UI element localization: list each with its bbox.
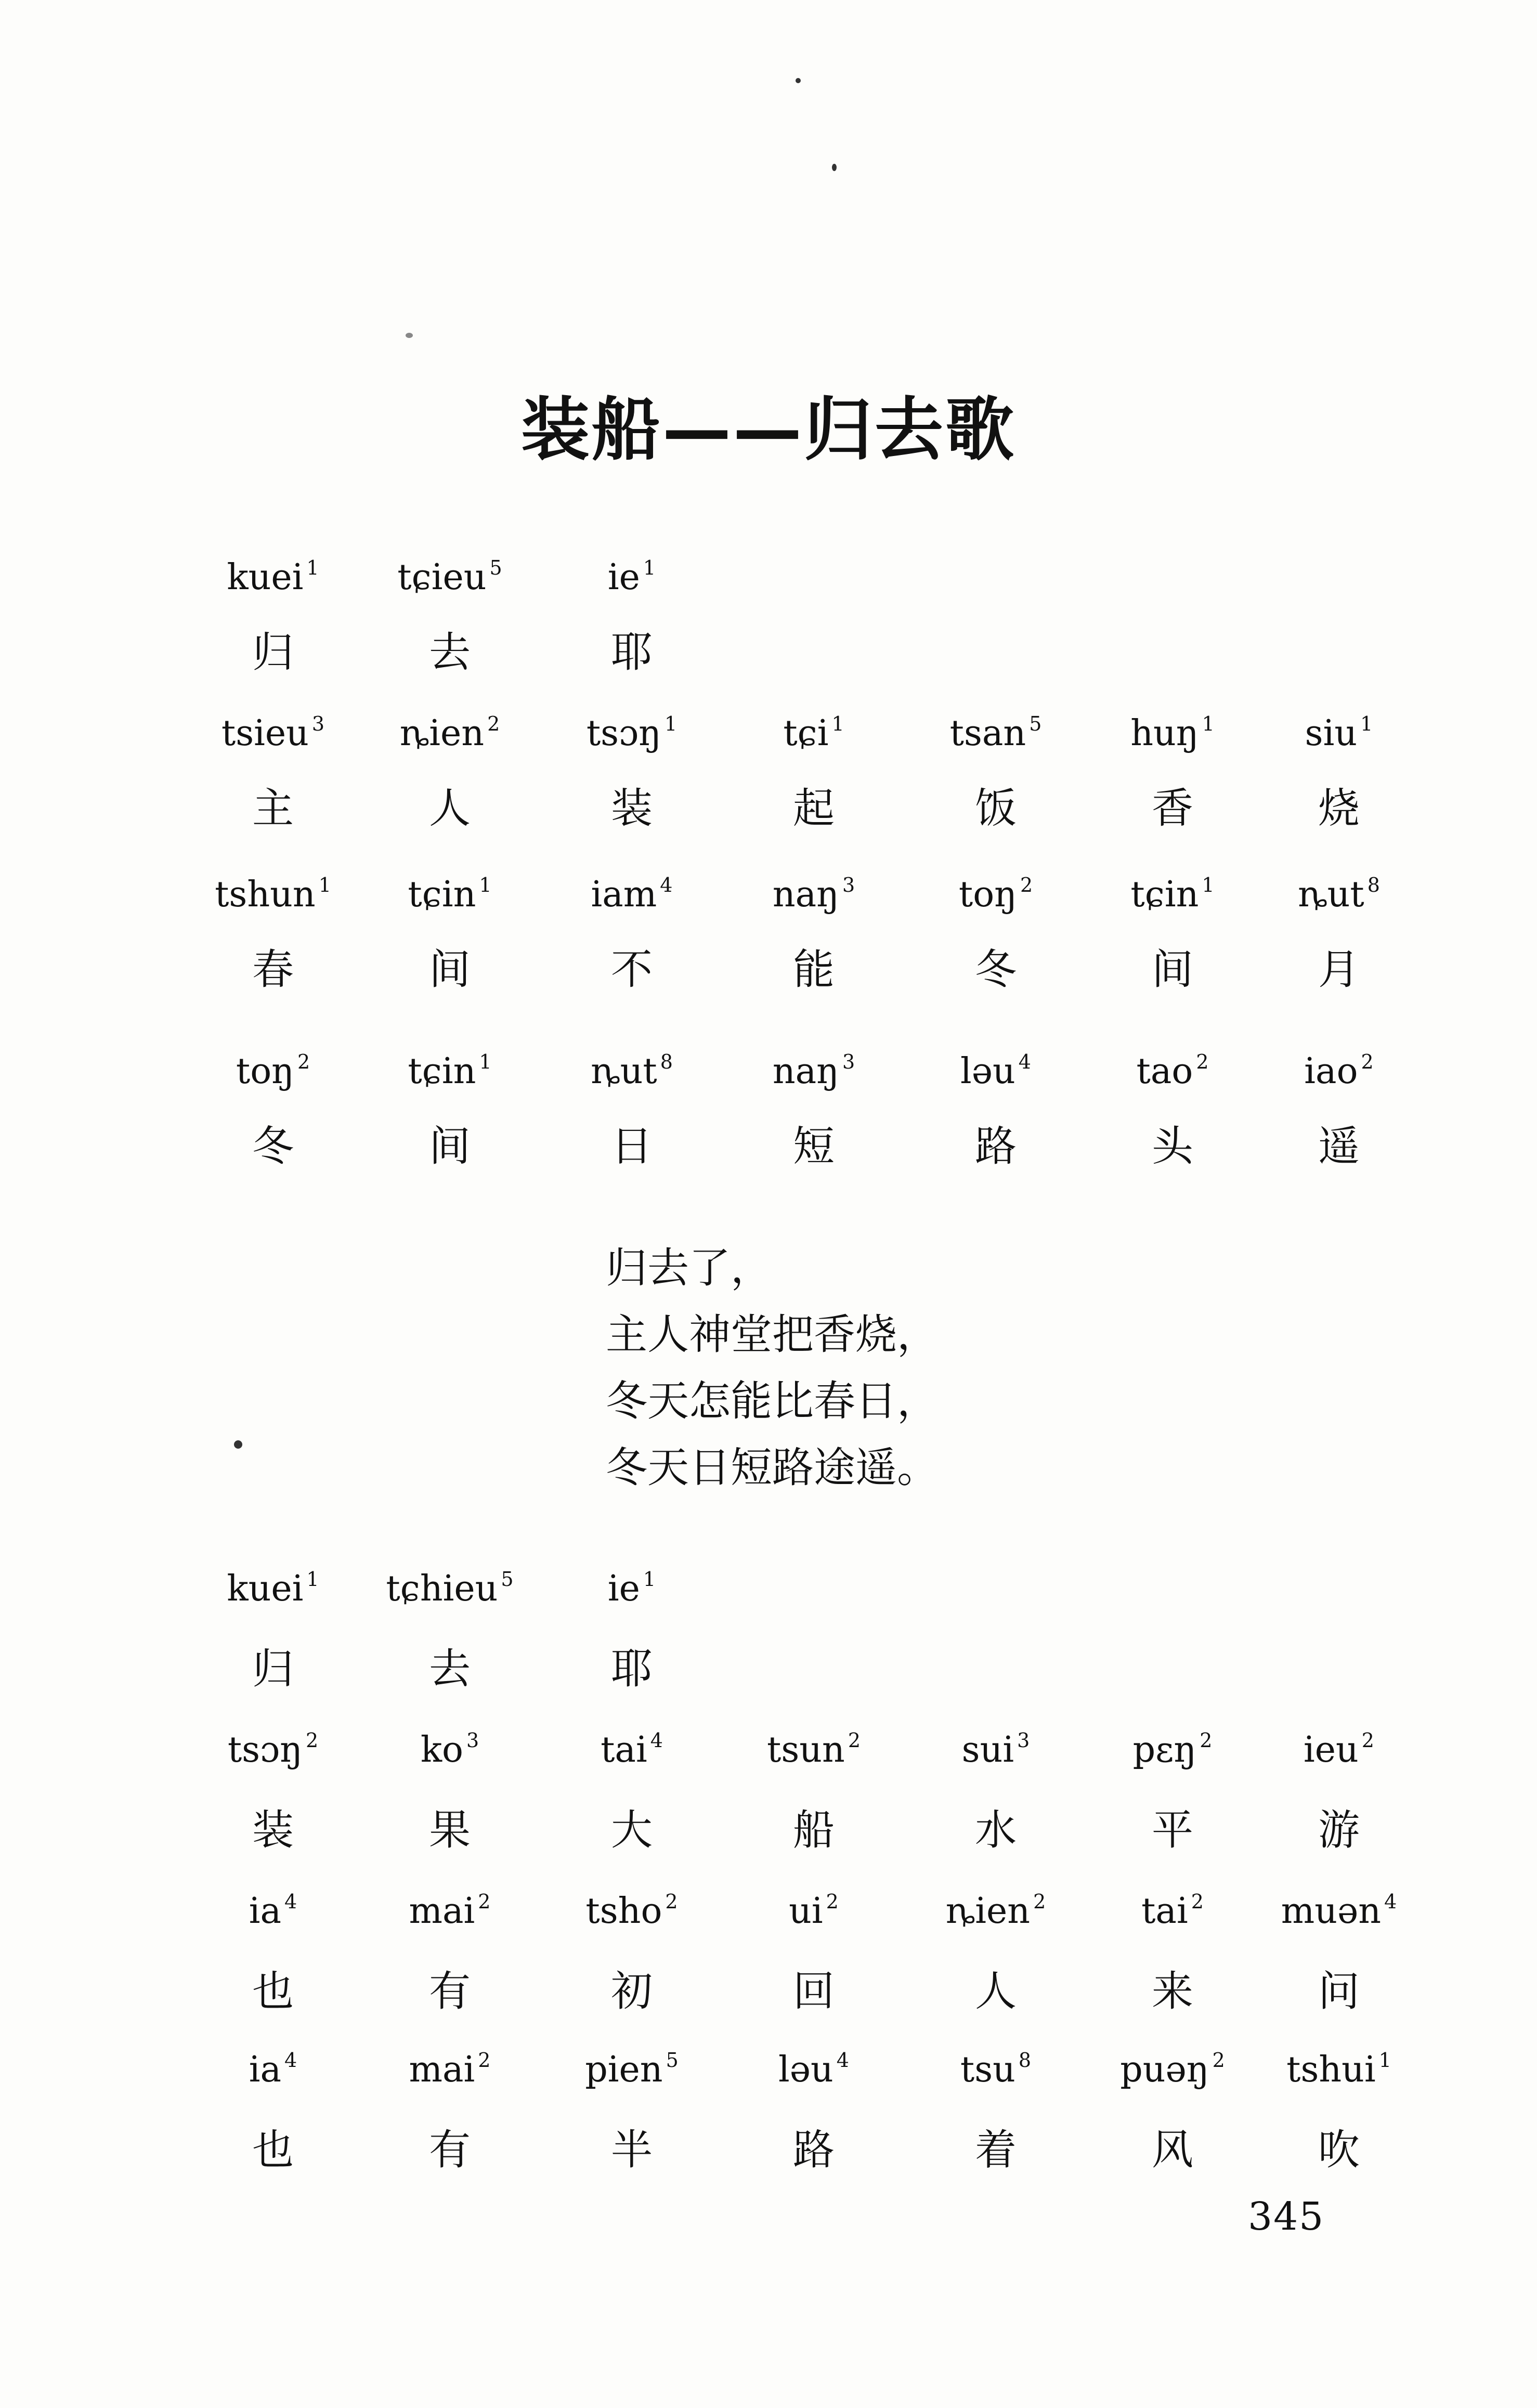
tone-number: 2 (848, 1729, 861, 1752)
tone-number: 1 (831, 712, 844, 735)
chinese-character: 冬 (252, 1122, 294, 1170)
syllable-text: ləu (960, 1051, 1015, 1092)
syllable-text: tɕin (408, 1051, 476, 1092)
syllable-text: iao (1304, 1051, 1358, 1092)
syllable-text: ia (249, 2049, 282, 2090)
chinese-character: 头 (1152, 1122, 1193, 1170)
syllable-text: muən (1281, 1891, 1382, 1932)
chinese-character: 风 (1152, 2126, 1193, 2174)
syllable-text: tao (1136, 1051, 1193, 1092)
romanization (728, 874, 900, 915)
syllable-text: toŋ (236, 1051, 294, 1092)
romanization (364, 1890, 536, 1932)
scan-speck (832, 164, 837, 171)
tone-number: 2 (487, 712, 500, 735)
chinese-character: 路 (975, 1122, 1017, 1170)
chinese-character: 遥 (1318, 1122, 1360, 1170)
chinese-character: 不 (611, 945, 653, 994)
chinese-character: 月 (1318, 945, 1360, 994)
syllable-text: ie (607, 1568, 640, 1609)
chinese-character: 间 (429, 945, 471, 994)
tone-number: 2 (826, 1890, 839, 1913)
tone-number: 8 (660, 1050, 673, 1073)
chinese-character: 装 (252, 1806, 294, 1854)
romanization (1087, 1729, 1258, 1771)
chinese-character: 香 (1152, 784, 1193, 832)
tone-number: 2 (1212, 2049, 1225, 2072)
romanization (187, 1890, 359, 1932)
scan-speck (796, 78, 801, 83)
syllable-text: ko (420, 1729, 463, 1771)
tone-number: 2 (1020, 874, 1033, 896)
chinese-character: 吹 (1318, 2126, 1360, 2174)
tone-number: 1 (1378, 2049, 1391, 2072)
syllable-text: ȵien (399, 713, 485, 754)
syllable-text: tai (601, 1729, 647, 1771)
romanization (546, 1729, 718, 1771)
tone-number: 2 (1361, 1050, 1374, 1073)
romanization (546, 1568, 718, 1609)
tone-number: 5 (666, 2049, 679, 2072)
syllable-text: ȵien (945, 1891, 1031, 1932)
translation-line: 冬天日短路途遥。 (606, 1443, 939, 1492)
chinese-character: 人 (429, 784, 471, 832)
romanization (364, 1729, 536, 1771)
chinese-character: 主 (252, 784, 294, 832)
romanization (910, 712, 1082, 754)
tone-number: 1 (1202, 874, 1215, 896)
chinese-character: 初 (611, 1967, 653, 2015)
syllable-text: siu (1305, 713, 1358, 754)
romanization (187, 556, 359, 598)
syllable-text: mai (409, 2049, 475, 2090)
syllable-text: tshui (1286, 2049, 1376, 2090)
romanization (364, 2049, 536, 2090)
syllable-text: kuei (227, 557, 304, 598)
tone-number: 2 (297, 1050, 310, 1073)
tone-number: 1 (306, 1568, 319, 1591)
tone-number: 4 (1018, 1050, 1031, 1073)
chinese-character: 问 (1318, 1967, 1360, 2015)
tone-number: 3 (466, 1729, 479, 1752)
syllable-text: tɕin (1130, 874, 1199, 915)
romanization (364, 712, 536, 754)
syllable-text: sui (961, 1729, 1014, 1771)
chinese-character: 也 (252, 1967, 294, 2015)
chinese-character: 船 (793, 1806, 835, 1854)
romanization (1087, 712, 1258, 754)
syllable-text: tɕi (783, 713, 829, 754)
syllable-text: tai (1141, 1891, 1188, 1932)
romanization (1253, 1729, 1425, 1771)
scan-speck (234, 1440, 242, 1449)
syllable-text: tɕhieu (386, 1568, 498, 1609)
page-number: 345 (1248, 2194, 1325, 2239)
translation-verse (606, 1235, 939, 1501)
romanization (546, 2049, 718, 2090)
romanization (910, 1890, 1082, 1932)
tone-number: 3 (842, 1050, 855, 1073)
romanization (187, 874, 359, 915)
syllable-text: tɕin (408, 874, 476, 915)
tone-number: 1 (664, 712, 678, 735)
tone-number: 8 (1367, 874, 1380, 896)
tone-number: 4 (660, 874, 673, 896)
tone-number: 1 (643, 1568, 656, 1591)
chinese-character: 平 (1152, 1806, 1193, 1854)
romanization (187, 2049, 359, 2090)
tone-number: 3 (311, 712, 325, 735)
chinese-character: 果 (429, 1806, 471, 1854)
chinese-character: 耶 (611, 1645, 653, 1693)
syllable-text: iam (591, 874, 657, 915)
romanization (546, 556, 718, 598)
syllable-text: tsɔŋ (586, 713, 661, 754)
romanization (728, 712, 900, 754)
romanization (1087, 1050, 1258, 1092)
syllable-text: puəŋ (1120, 2049, 1209, 2090)
romanization (910, 1050, 1082, 1092)
chinese-character: 来 (1152, 1967, 1193, 2015)
syllable-text: mai (409, 1891, 475, 1932)
syllable-text: naŋ (772, 874, 839, 915)
romanization (910, 1729, 1082, 1771)
romanization (1087, 1890, 1258, 1932)
chinese-character: 去 (429, 1645, 471, 1693)
romanization (1253, 874, 1425, 915)
tone-number: 3 (842, 874, 855, 896)
syllable-text: toŋ (958, 874, 1017, 915)
syllable-text: ui (789, 1891, 823, 1932)
chinese-character: 也 (252, 2126, 294, 2174)
romanization (364, 556, 536, 598)
syllable-text: naŋ (772, 1051, 839, 1092)
syllable-text: ie (607, 557, 640, 598)
chinese-character: 有 (429, 2126, 471, 2174)
chinese-character: 去 (429, 628, 471, 676)
romanization (187, 1050, 359, 1092)
chinese-character: 耶 (611, 628, 653, 676)
tone-number: 8 (1018, 2049, 1032, 2072)
chinese-character: 归 (252, 628, 294, 676)
romanization (910, 2049, 1082, 2090)
romanization (728, 1050, 900, 1092)
romanization (546, 1050, 718, 1092)
syllable-text: tsieu (221, 713, 309, 754)
syllable-text: tsho (585, 1891, 662, 1932)
chinese-character: 短 (793, 1122, 835, 1170)
romanization (1253, 712, 1425, 754)
chinese-character: 能 (793, 945, 835, 994)
tone-number: 4 (650, 1729, 663, 1752)
syllable-text: ieu (1304, 1729, 1359, 1771)
chinese-character: 间 (1152, 945, 1193, 994)
syllable-text: tɕieu (397, 557, 487, 598)
chinese-character: 有 (429, 1967, 471, 2015)
tone-number: 2 (1191, 1890, 1204, 1913)
romanization (1253, 1050, 1425, 1092)
chinese-character: 间 (429, 1122, 471, 1170)
syllable-text: ȵut (1298, 874, 1364, 915)
chinese-character: 着 (975, 2126, 1017, 2174)
syllable-text: tsɔŋ (227, 1729, 303, 1771)
tone-number: 3 (1017, 1729, 1030, 1752)
tone-number: 1 (643, 556, 656, 579)
syllable-text: ia (249, 1891, 282, 1932)
chinese-character: 起 (793, 784, 835, 832)
tone-number: 5 (1029, 712, 1042, 735)
chinese-character: 烧 (1318, 784, 1360, 832)
romanization (187, 1568, 359, 1609)
chinese-character: 装 (611, 784, 653, 832)
chinese-character: 归 (252, 1645, 294, 1693)
tone-number: 2 (478, 1890, 491, 1913)
chinese-character: 回 (793, 1967, 835, 2015)
tone-number: 4 (284, 2049, 297, 2072)
syllable-text: ȵut (591, 1051, 657, 1092)
romanization (187, 1729, 359, 1771)
syllable-text: pien (585, 2049, 663, 2090)
tone-number: 2 (1361, 1729, 1374, 1752)
tone-number: 1 (318, 874, 331, 896)
syllable-text: tsu (960, 2049, 1015, 2090)
romanization (546, 1890, 718, 1932)
romanization (728, 1890, 900, 1932)
chinese-character: 冬 (975, 945, 1017, 994)
tone-number: 1 (306, 556, 319, 579)
tone-number: 5 (501, 1568, 514, 1591)
romanization (1253, 1890, 1425, 1932)
syllable-text: huŋ (1130, 713, 1199, 754)
tone-number: 2 (478, 2049, 491, 2072)
syllable-text: tsun (767, 1729, 845, 1771)
tone-number: 1 (479, 1050, 492, 1073)
romanization (546, 712, 718, 754)
chinese-character: 半 (611, 2126, 653, 2174)
romanization (728, 1729, 900, 1771)
syllable-text: kuei (227, 1568, 304, 1609)
tone-number: 2 (665, 1890, 678, 1913)
tone-number: 1 (1360, 712, 1373, 735)
romanization (187, 712, 359, 754)
tone-number: 5 (489, 556, 502, 579)
chinese-character: 日 (611, 1122, 653, 1170)
romanization (1253, 2049, 1425, 2090)
romanization (1087, 874, 1258, 915)
romanization (364, 1050, 536, 1092)
chinese-character: 春 (252, 945, 294, 994)
chinese-character: 路 (793, 2126, 835, 2174)
syllable-text: tsan (949, 713, 1026, 754)
romanization (364, 1568, 536, 1609)
translation-line: 归去了， (606, 1244, 772, 1292)
tone-number: 4 (836, 2049, 849, 2072)
romanization (728, 2049, 900, 2090)
tone-number: 1 (479, 874, 492, 896)
scan-speck (406, 333, 413, 338)
tone-number: 4 (1384, 1890, 1397, 1913)
translation-line: 主人神堂把香烧， (606, 1310, 939, 1359)
romanization (910, 874, 1082, 915)
chinese-character: 游 (1318, 1806, 1360, 1854)
syllable-text: tshun (215, 874, 316, 915)
chinese-character: 人 (975, 1967, 1017, 2015)
chinese-character: 水 (975, 1806, 1017, 1854)
chinese-character: 大 (611, 1806, 653, 1854)
translation-line: 冬天怎能比春日， (606, 1377, 939, 1425)
tone-number: 2 (1200, 1729, 1213, 1752)
chinese-character: 饭 (975, 784, 1017, 832)
romanization (364, 874, 536, 915)
tone-number: 2 (305, 1729, 319, 1752)
romanization (546, 874, 718, 915)
syllable-text: pɛŋ (1132, 1729, 1197, 1771)
tone-number: 1 (1202, 712, 1215, 735)
tone-number: 4 (284, 1890, 297, 1913)
syllable-text: ləu (778, 2049, 833, 2090)
tone-number: 2 (1033, 1890, 1046, 1913)
tone-number: 2 (1196, 1050, 1209, 1073)
romanization (1087, 2049, 1258, 2090)
page-title: 装船——归去歌 (521, 390, 1016, 470)
